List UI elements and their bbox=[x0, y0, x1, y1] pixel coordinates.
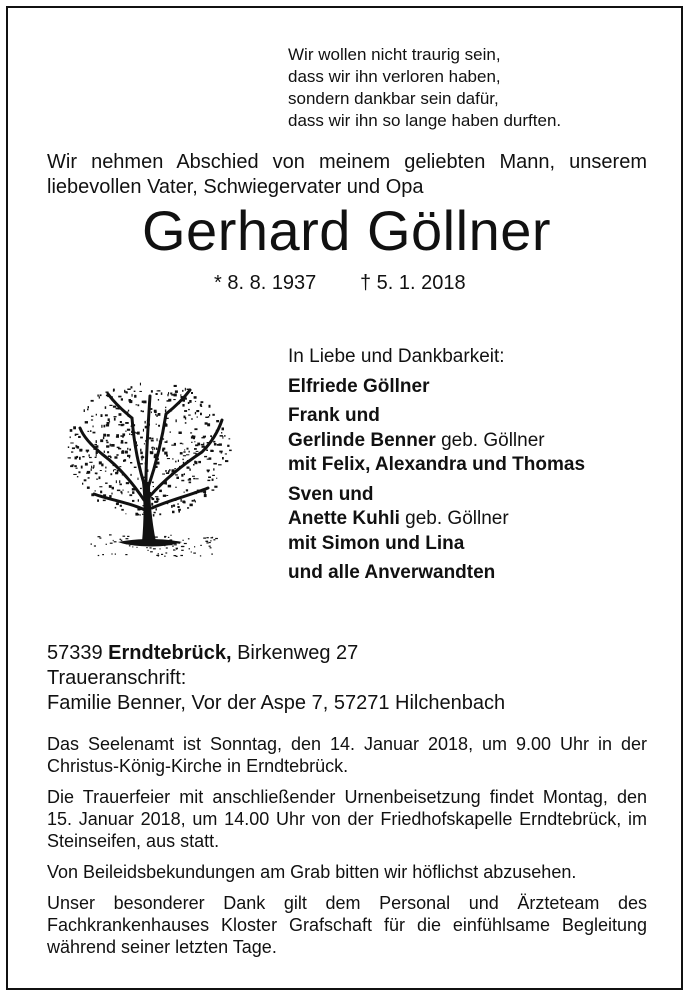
family-member-suffix: geb. Göllner bbox=[399, 508, 509, 529]
town: Erndtebrück, bbox=[108, 642, 232, 664]
poem-line: dass wir ihn verloren haben, bbox=[288, 67, 501, 86]
note-paragraph: Die Trauerfeier mit anschließender Urnenbeisetzung findet Montag, den 15. Januar 2018, um 14.00 Uhr von der Friedhofskapelle Erndtebrück, im Steinseifen, aus statt. bbox=[47, 787, 647, 851]
note-paragraph: Von Beileidsbekundungen am Grab bitten wir höflichst abzusehen. bbox=[47, 862, 577, 882]
tree-icon bbox=[58, 370, 238, 570]
death-date: † 5. 1. 2018 bbox=[360, 272, 466, 294]
family-member bbox=[288, 507, 585, 532]
poem-line: dass wir ihn so lange haben durften. bbox=[288, 111, 562, 130]
birth-date: * 8. 8. 1937 bbox=[214, 272, 317, 294]
family-relatives: und alle Anverwandten bbox=[288, 562, 496, 583]
family-member-name: Gerlinde Benner bbox=[288, 429, 436, 451]
street: Birkenweg 27 bbox=[231, 642, 359, 664]
family-widow: Elfriede Göllner bbox=[288, 375, 430, 397]
family-heading: In Liebe und Dankbarkeit: bbox=[288, 346, 505, 367]
deceased-name: Gerhard Göllner bbox=[141, 199, 551, 262]
residence-line bbox=[47, 641, 505, 666]
poem bbox=[288, 44, 561, 132]
poem-line: Wir wollen nicht traurig sein, bbox=[288, 45, 501, 64]
family-children: mit Felix, Alexandra und Thomas bbox=[288, 454, 586, 475]
note-paragraph: Unser besonderer Dank gilt dem Personal und Ärzteteam des Fachkrankenhauses Kloster Grafschaft für die einfühlsame Begleitung während seiner letzten Tage. bbox=[47, 893, 647, 957]
poem-line: sondern dankbar sein dafür, bbox=[288, 89, 499, 108]
address-block bbox=[47, 641, 505, 716]
family-member bbox=[288, 429, 585, 454]
family-member-suffix: geb. Göllner bbox=[435, 429, 545, 451]
postal-code: 57339 bbox=[47, 642, 109, 664]
family-children: mit Simon und Lina bbox=[288, 532, 465, 554]
intro-text bbox=[47, 150, 647, 200]
notes bbox=[47, 733, 647, 967]
family-member: Frank und bbox=[288, 405, 380, 426]
intro-line: Wir nehmen Abschied von meinem geliebten Mann, unserem bbox=[47, 151, 647, 173]
mourning-label: Traueranschrift: bbox=[47, 667, 187, 689]
family-member: Sven und bbox=[288, 483, 374, 505]
mourning-address: Familie Benner, Vor der Aspe 7, 57271 Hilchenbach bbox=[47, 692, 506, 714]
family-list bbox=[288, 345, 585, 586]
family-member-name: Anette Kuhli bbox=[288, 508, 400, 529]
note-paragraph: Das Seelenamt ist Sonntag, den 14. Januar 2018, um 9.00 Uhr in der Christus-König-Kirche in Erndtebrück. bbox=[47, 734, 647, 776]
intro-line: liebevollen Vater, Schwiegervater und Opa bbox=[47, 176, 424, 198]
